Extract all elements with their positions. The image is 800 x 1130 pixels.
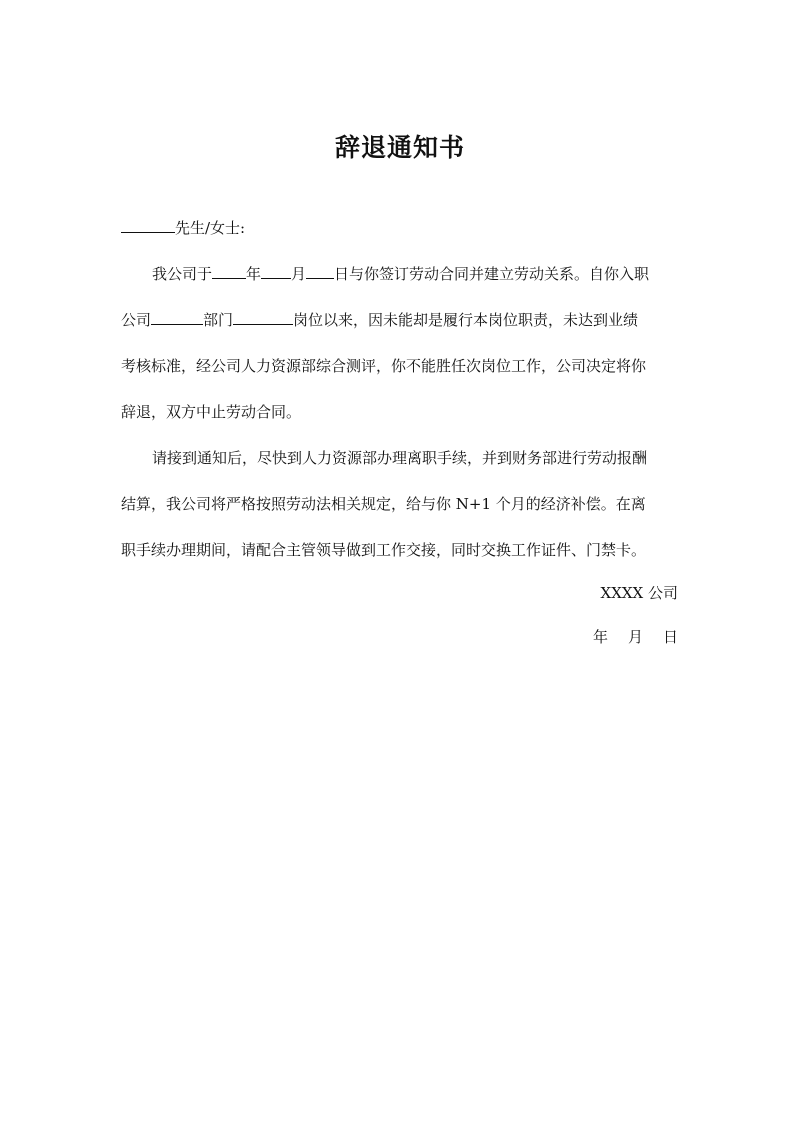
p1-text-a: 我公司于	[152, 265, 213, 283]
p1-text-month: 月	[291, 265, 307, 283]
month-blank	[261, 263, 291, 279]
paragraph-1-line-2	[121, 309, 681, 331]
signature-company: XXXX 公司	[600, 584, 678, 602]
paragraph-1-line-1	[121, 263, 712, 285]
paragraph-1-line-4: 辞退，双方中止劳动合同。	[121, 403, 302, 421]
paragraph-2-line-2: 结算，我公司将严格按照劳动法相关规定，给与你 N+1 个月的经济补偿。在离	[121, 495, 646, 513]
date-year-label: 年	[592, 628, 608, 646]
day-blank	[306, 263, 334, 279]
p1-text-department: 部门	[203, 311, 234, 329]
paragraph-1-line-3: 考核标准，经公司人力资源部综合测评，你不能胜任次岗位工作，公司决定将你	[121, 357, 647, 375]
date-day-label: 日	[662, 628, 678, 646]
document-title: 辞退通知书	[334, 133, 465, 162]
department-blank	[151, 309, 203, 325]
signature-date	[593, 626, 678, 648]
name-blank	[121, 217, 175, 233]
p1-text-position: 岗位以来，因未能却是履行本岗位职责，未达到业绩	[293, 311, 639, 329]
paragraph-2-line-1: 请接到通知后，尽快到人力资源部办理离职手续，并到财务部进行劳动报酬	[152, 449, 648, 467]
date-month-label: 月	[627, 628, 643, 646]
p1-text-year: 年	[246, 265, 262, 283]
position-blank	[233, 309, 293, 325]
year-blank	[212, 263, 246, 279]
salutation-line	[121, 217, 681, 239]
salutation-text: 先生/女士:	[175, 219, 246, 237]
p1-text-d: 日与你签订劳动合同并建立劳动关系。自你入职	[334, 265, 650, 283]
paragraph-2-line-3: 职手续办理期间，请配合主管领导做到工作交接，同时交换工作证件、门禁卡。	[121, 541, 647, 559]
p1-text-company: 公司	[121, 311, 152, 329]
